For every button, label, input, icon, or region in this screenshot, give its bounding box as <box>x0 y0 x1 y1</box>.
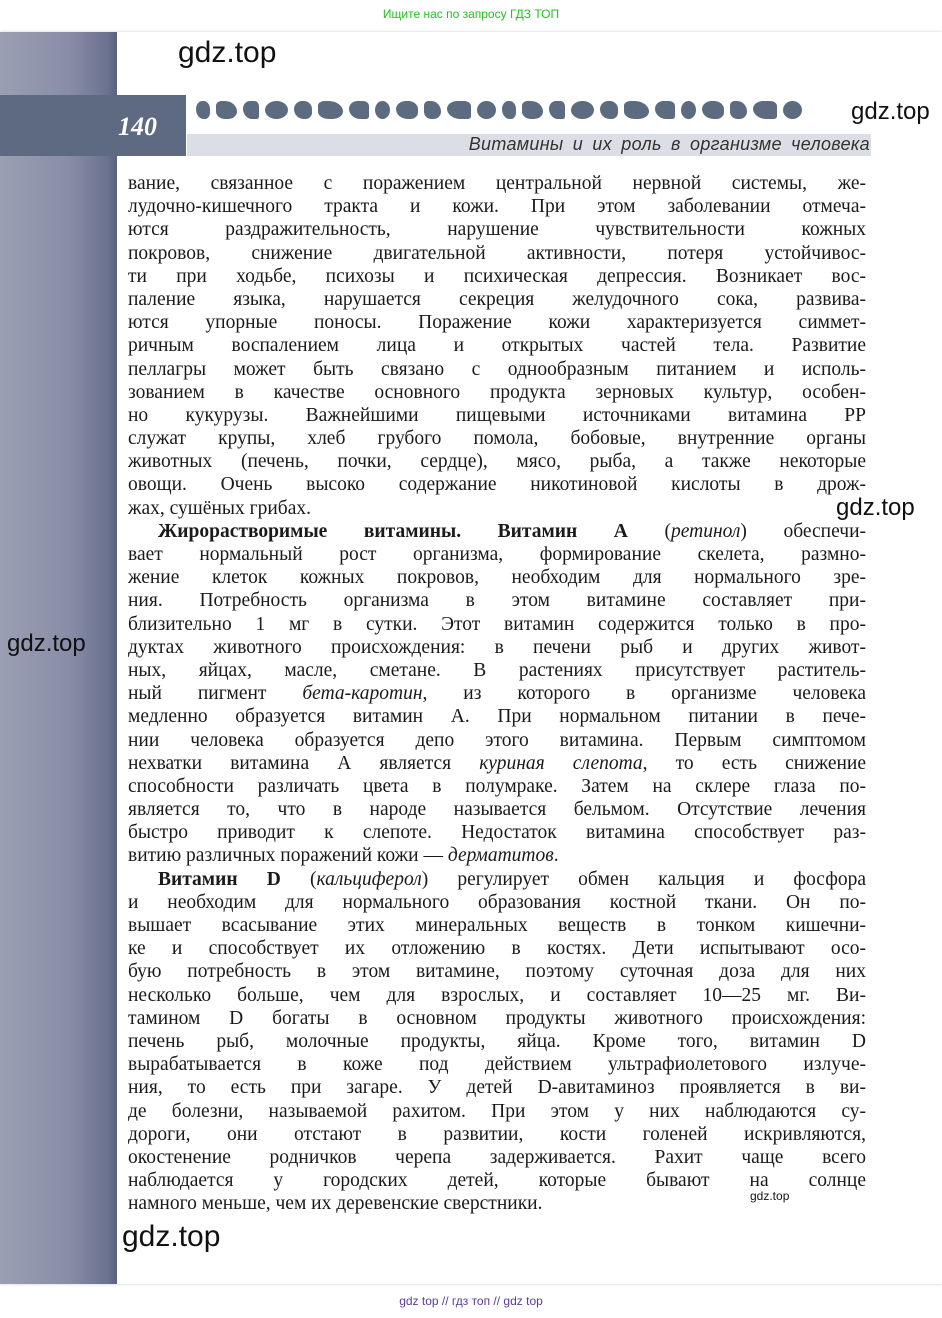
text-line <box>128 705 866 728</box>
text-segment: , из которого в организме человека <box>422 683 866 705</box>
italic-term: ретинол <box>670 520 741 542</box>
chapter-title: Витамины и их роль в организме человека <box>468 134 870 154</box>
text-line <box>128 265 866 288</box>
animal-silhouette-icon <box>600 101 618 119</box>
text-segment: близительно 1 мг в сутки. Этот витамин содержится только в про- <box>128 613 866 635</box>
watermark: gdz.top <box>851 98 930 125</box>
text-segment: и необходим для нормального образования костной ткани. Он по- <box>128 891 866 913</box>
text-line <box>128 473 866 496</box>
text-segment: вание, связанное с поражением центральной нервной системы, же- <box>128 173 866 194</box>
text-line <box>128 1007 866 1030</box>
animal-silhouette-icon <box>349 101 369 119</box>
text-line <box>128 659 866 682</box>
animal-silhouette-icon <box>375 101 390 119</box>
text-segment: ) регулирует обмен кальция и фосфора <box>421 868 866 890</box>
text-line <box>128 891 866 914</box>
text-line <box>128 1076 866 1099</box>
text-segment: медленно образуется витамин А. При нормальном питании в пече- <box>128 706 866 728</box>
text-segment: но кукурузы. Важнейшими пищевыми источниками витамина РР <box>128 404 866 426</box>
text-line <box>128 937 866 960</box>
text-segment: жах, сушёных грибах. <box>128 497 311 519</box>
animal-silhouette-icon <box>730 101 747 119</box>
text-line <box>128 1192 866 1215</box>
animal-silhouette-icon <box>294 101 312 119</box>
text-line <box>128 613 866 636</box>
text-segment: ния. Потребность организма в этом витамине составляет при- <box>128 590 866 612</box>
animal-silhouette-icon <box>571 101 594 119</box>
animal-silhouette-icon <box>681 101 696 119</box>
text-segment: дороги, они отстают в развитии, кости голеней искривляются, <box>128 1123 866 1145</box>
text-segment: ричным воспалением лица и открытых частей тела. Развитие <box>128 335 866 357</box>
text-line <box>128 566 866 589</box>
text-segment: наблюдается у городских детей, которые бывают на солнце <box>128 1170 866 1192</box>
text-line <box>128 1146 866 1169</box>
text-line <box>128 427 866 450</box>
page-number: 140 <box>118 112 157 141</box>
animal-silhouette-icon <box>624 101 649 119</box>
bold-term: Витамин D <box>158 868 281 890</box>
animal-silhouette-icon <box>216 101 237 119</box>
text-line <box>128 381 866 404</box>
text-segment: вырабатывается в коже под действием ультрафиолетового излуче- <box>128 1054 866 1076</box>
text-segment: жение клеток кожных покровов, необходим для нормального зре- <box>128 567 866 589</box>
text-line <box>128 450 866 473</box>
animal-silhouette-icon <box>502 101 516 119</box>
text-line <box>128 195 866 218</box>
animal-silhouette-icon <box>549 101 565 119</box>
text-line <box>128 914 866 937</box>
text-segment: способности различать цвета в полумраке. Затем на склере глаза по- <box>128 775 866 797</box>
text-segment: паление языка, нарушается секреция желудочного сока, развива- <box>128 288 866 310</box>
text-segment: ( <box>280 868 317 890</box>
text-line <box>128 1169 866 1192</box>
text-line <box>128 729 866 752</box>
animal-silhouette-icon <box>477 101 496 119</box>
footer-links[interactable]: gdz top // гдз топ // gdz top <box>399 1294 543 1308</box>
watermark: gdz.top <box>7 630 86 657</box>
text-line <box>128 960 866 983</box>
text-line <box>128 984 866 1007</box>
animal-silhouette-icon <box>265 101 288 119</box>
text-segment: несколько больше, чем для взрослых, и составляет 10—25 мг. Ви- <box>128 984 866 1006</box>
page-side-bar <box>0 32 117 1284</box>
animal-silhouette-icon <box>196 101 210 119</box>
bold-term: Жирорастворимые витамины. Витамин А <box>158 520 628 542</box>
text-segment: . <box>553 845 559 867</box>
text-segment: быстро приводит к слепоте. Недостаток витамина способствует раз- <box>128 822 866 844</box>
animal-silhouette-icon <box>447 101 471 119</box>
text-segment: витию различных поражений кожи — <box>128 845 448 867</box>
text-segment: нехватки витамина А является <box>128 752 480 774</box>
text-segment: ( <box>627 520 671 542</box>
animal-silhouette-icon <box>783 101 802 119</box>
animal-silhouette-icon <box>753 101 777 119</box>
animal-silhouette-icon <box>424 101 441 119</box>
text-segment: ный пигмент <box>128 683 303 705</box>
text-segment: тамином D богаты в основном продукты животного происхождения: <box>128 1007 866 1029</box>
text-segment: ются упорные поносы. Поражение кожи характеризуется симмет- <box>128 312 866 334</box>
text-segment: вает нормальный рост организма, формирование скелета, размно- <box>128 544 866 565</box>
text-segment: зованием в качестве основного продукта зерновых культур, особен- <box>128 381 866 403</box>
text-line <box>128 242 866 265</box>
text-segment: ке и способствует их отложению в костях. Дети испытывают осо- <box>128 938 866 960</box>
animal-silhouette-icon <box>318 101 343 119</box>
text-line <box>128 520 866 543</box>
text-line <box>128 868 866 891</box>
text-line <box>128 821 866 844</box>
text-segment: пеллагры может быть связано с однообразным питанием и исполь- <box>128 358 866 380</box>
text-segment: ти при ходьбе, психозы и психическая депрессия. Возникает вос- <box>128 265 866 287</box>
text-segment: является то, что в народе называется бельмом. Отсутствие лечения <box>128 799 866 821</box>
text-segment: , то есть снижение <box>642 752 866 774</box>
text-segment: ных, яйцах, масле, сметане. В растениях присутствует раститель- <box>128 659 866 681</box>
text-segment: покровов, снижение двигательной активности, потеря устойчивос- <box>128 242 866 264</box>
text-line <box>128 358 866 381</box>
watermark: gdz.top <box>750 1189 790 1203</box>
text-segment: ния, то есть при загаре. У детей D-авитаминоз проявляется в ви- <box>128 1077 866 1099</box>
text-line <box>128 218 866 241</box>
text-line <box>128 311 866 334</box>
page-number-box <box>0 95 186 156</box>
text-line <box>128 1123 866 1146</box>
text-line <box>128 844 866 867</box>
animal-silhouette-icon <box>396 101 418 119</box>
text-line <box>128 497 866 520</box>
text-segment: печень рыб, молочные продукты, яйца. Кроме того, витамин D <box>128 1030 866 1052</box>
text-segment: овощи. Очень высоко содержание никотиновой кислоты в дрож- <box>128 474 866 496</box>
text-segment: намного меньше, чем их деревенские сверстники. <box>128 1193 543 1215</box>
text-line <box>128 636 866 659</box>
text-line <box>128 752 866 775</box>
text-line <box>128 172 866 195</box>
text-line <box>128 404 866 427</box>
watermark: gdz.top <box>178 36 277 69</box>
animal-silhouette-icon <box>702 101 724 119</box>
text-segment: ются раздражительность, нарушение чувствительности кожных <box>128 219 866 241</box>
text-line <box>128 1100 866 1123</box>
italic-term: куриная слепота <box>479 752 643 774</box>
text-line <box>128 682 866 705</box>
text-segment: животных (печень, почки, сердце), мясо, рыба, а также некоторые <box>128 451 866 473</box>
watermark: gdz.top <box>836 494 915 521</box>
text-line <box>128 775 866 798</box>
animal-silhouettes-decoration <box>196 101 802 119</box>
text-line <box>128 798 866 821</box>
text-segment: служат крупы, хлеб грубого помола, бобовые, внутренние органы <box>128 428 866 450</box>
search-hint: Ищите нас по запросу ГДЗ ТОП <box>382 7 560 21</box>
text-line <box>128 1030 866 1053</box>
text-line <box>128 589 866 612</box>
text-segment: бую потребность в этом витамине, поэтому суточная доза для них <box>128 961 866 983</box>
animal-silhouette-icon <box>655 101 675 119</box>
animal-silhouette-icon <box>522 101 543 119</box>
text-segment: нии человека образуется депо этого витамина. Первым симптомом <box>128 729 866 751</box>
italic-term: кальциферол <box>316 868 422 890</box>
text-line <box>128 288 866 311</box>
animal-silhouette-icon <box>243 101 259 119</box>
watermark: gdz.top <box>122 1220 221 1253</box>
italic-term: бета-каротин <box>302 683 423 705</box>
body-text <box>128 172 866 1215</box>
text-segment: де болезни, называемой рахитом. При этом у них наблюдаются су- <box>128 1100 866 1122</box>
text-line <box>128 543 866 566</box>
text-segment: лудочно-кишечного тракта и кожи. При этом заболевании отмеча- <box>128 196 866 218</box>
text-segment: ) обеспечи- <box>740 520 867 542</box>
text-segment: окостенение родничков черепа задерживается. Рахит чаще всего <box>128 1146 866 1168</box>
text-segment: дуктах животного происхождения: в печени рыб и других живот- <box>128 636 866 658</box>
italic-term: дерматитов <box>447 845 554 867</box>
text-line <box>128 1053 866 1076</box>
text-line <box>128 334 866 357</box>
text-segment: вышает всасывание этих минеральных веществ в тонком кишечни- <box>128 915 866 936</box>
